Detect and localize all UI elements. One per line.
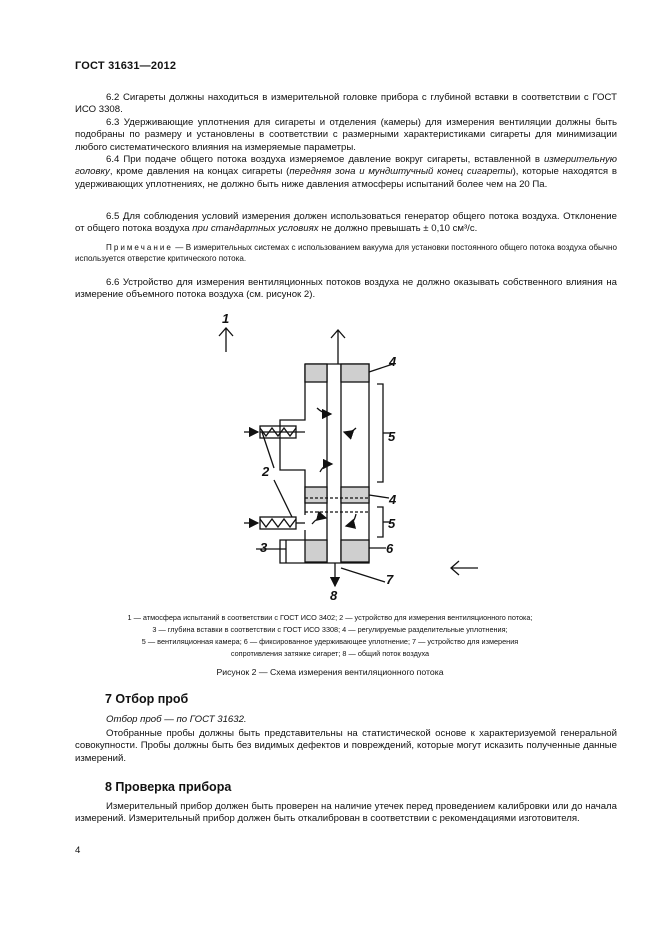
ventilation-scheme-diagram — [0, 300, 661, 610]
section-7-reference: Отбор проб — по ГОСТ 31632. — [106, 714, 247, 725]
page-number: 4 — [75, 845, 81, 856]
note: Примечание — В измерительных системах с использованием вакуума для установки постоянного общего потока воздуха обычно используется отверстие критического потока. — [75, 243, 617, 263]
section-7-heading: 7 Отбор проб — [105, 692, 189, 706]
paragraph-6-5: 6.5 Для соблюдения условий измерения должен использоваться генератор общего потока воздуха. Отклонение от общего потока воздуха при стандартных условиях не должно превышать ± 0,10 см³/с. — [75, 211, 617, 235]
section-7-text: Отобранные пробы должны быть представительны на статистической основе к характеризуемой генеральной совокупности. Пробы должны быть без видимых дефектов и повреждений, которые могут исказить полученные данные измерений. — [75, 728, 617, 764]
label-4-lower: 4 — [389, 492, 397, 507]
paragraph-6-2: 6.2 Сигареты должны находиться в измерительной головке прибора с глубиной вставки в соответствии с ГОСТ ИСО 3308. — [75, 92, 617, 116]
label-5-lower: 5 — [388, 516, 396, 531]
section-8-text: Измерительный прибор должен быть проверен на наличие утечек перед проведением калибровки или до начала измерений. Измерительный прибор должен быть откалиброван в соответствии с рекомендациями изготовителя. — [75, 801, 617, 825]
label-7: 7 — [386, 572, 394, 587]
label-5-upper: 5 — [388, 429, 396, 444]
figure-title: Рисунок 2 — Схема измерения вентиляционного потока — [216, 667, 444, 677]
label-8: 8 — [330, 588, 338, 603]
label-4-upper: 4 — [389, 354, 397, 369]
label-3: 3 — [260, 540, 268, 555]
label-1: 1 — [222, 311, 230, 326]
figure-legend: 1 — атмосфера испытаний в соответствии с ГОСТ ИСО 3402; 2 — устройство для измерения вентиляционного потока; 3 — глубина вставки в соответствии с ГОСТ ИСО 3308; 4 — регулируемые разделительные уплотнения; 5 — вентиляционная камера; 6 — фиксированное удерживающее уплотнение; 7 — устройство для измерения сопротивления затяжке сигарет; 8 — общий поток воздуха — [127, 613, 533, 658]
paragraph-6-6: 6.6 Устройство для измерения вентиляционных потоков воздуха не должно оказывать собственного влияния на измерение объемного потока воздуха (см. рисунок 2). — [75, 277, 617, 301]
paragraph-6-3: 6.3 Удерживающие уплотнения для сигареты и отделения (камеры) для измерения вентиляции должны быть подобраны по размеру и установлены в соответствии с размерными характеристиками сигареты для минимизации любого систематического влияния на измеряемые параметры. — [75, 117, 617, 153]
document-header: ГОСТ 31631—2012 — [75, 60, 177, 72]
section-8-heading: 8 Проверка прибора — [105, 780, 232, 794]
paragraph-6-4: 6.4 При подаче общего потока воздуха измеряемое давление вокруг сигареты, вставленной в измерительную головку, кроме давления на концах сигареты (передняя зона и мундштучный конец сигареты), которые находятся в удерживающих уплотнениях, не должно быть ниже давления атмосферы испытаний более чем на 20 Па. — [75, 154, 617, 190]
label-2: 2 — [262, 464, 270, 479]
label-6: 6 — [386, 541, 394, 556]
